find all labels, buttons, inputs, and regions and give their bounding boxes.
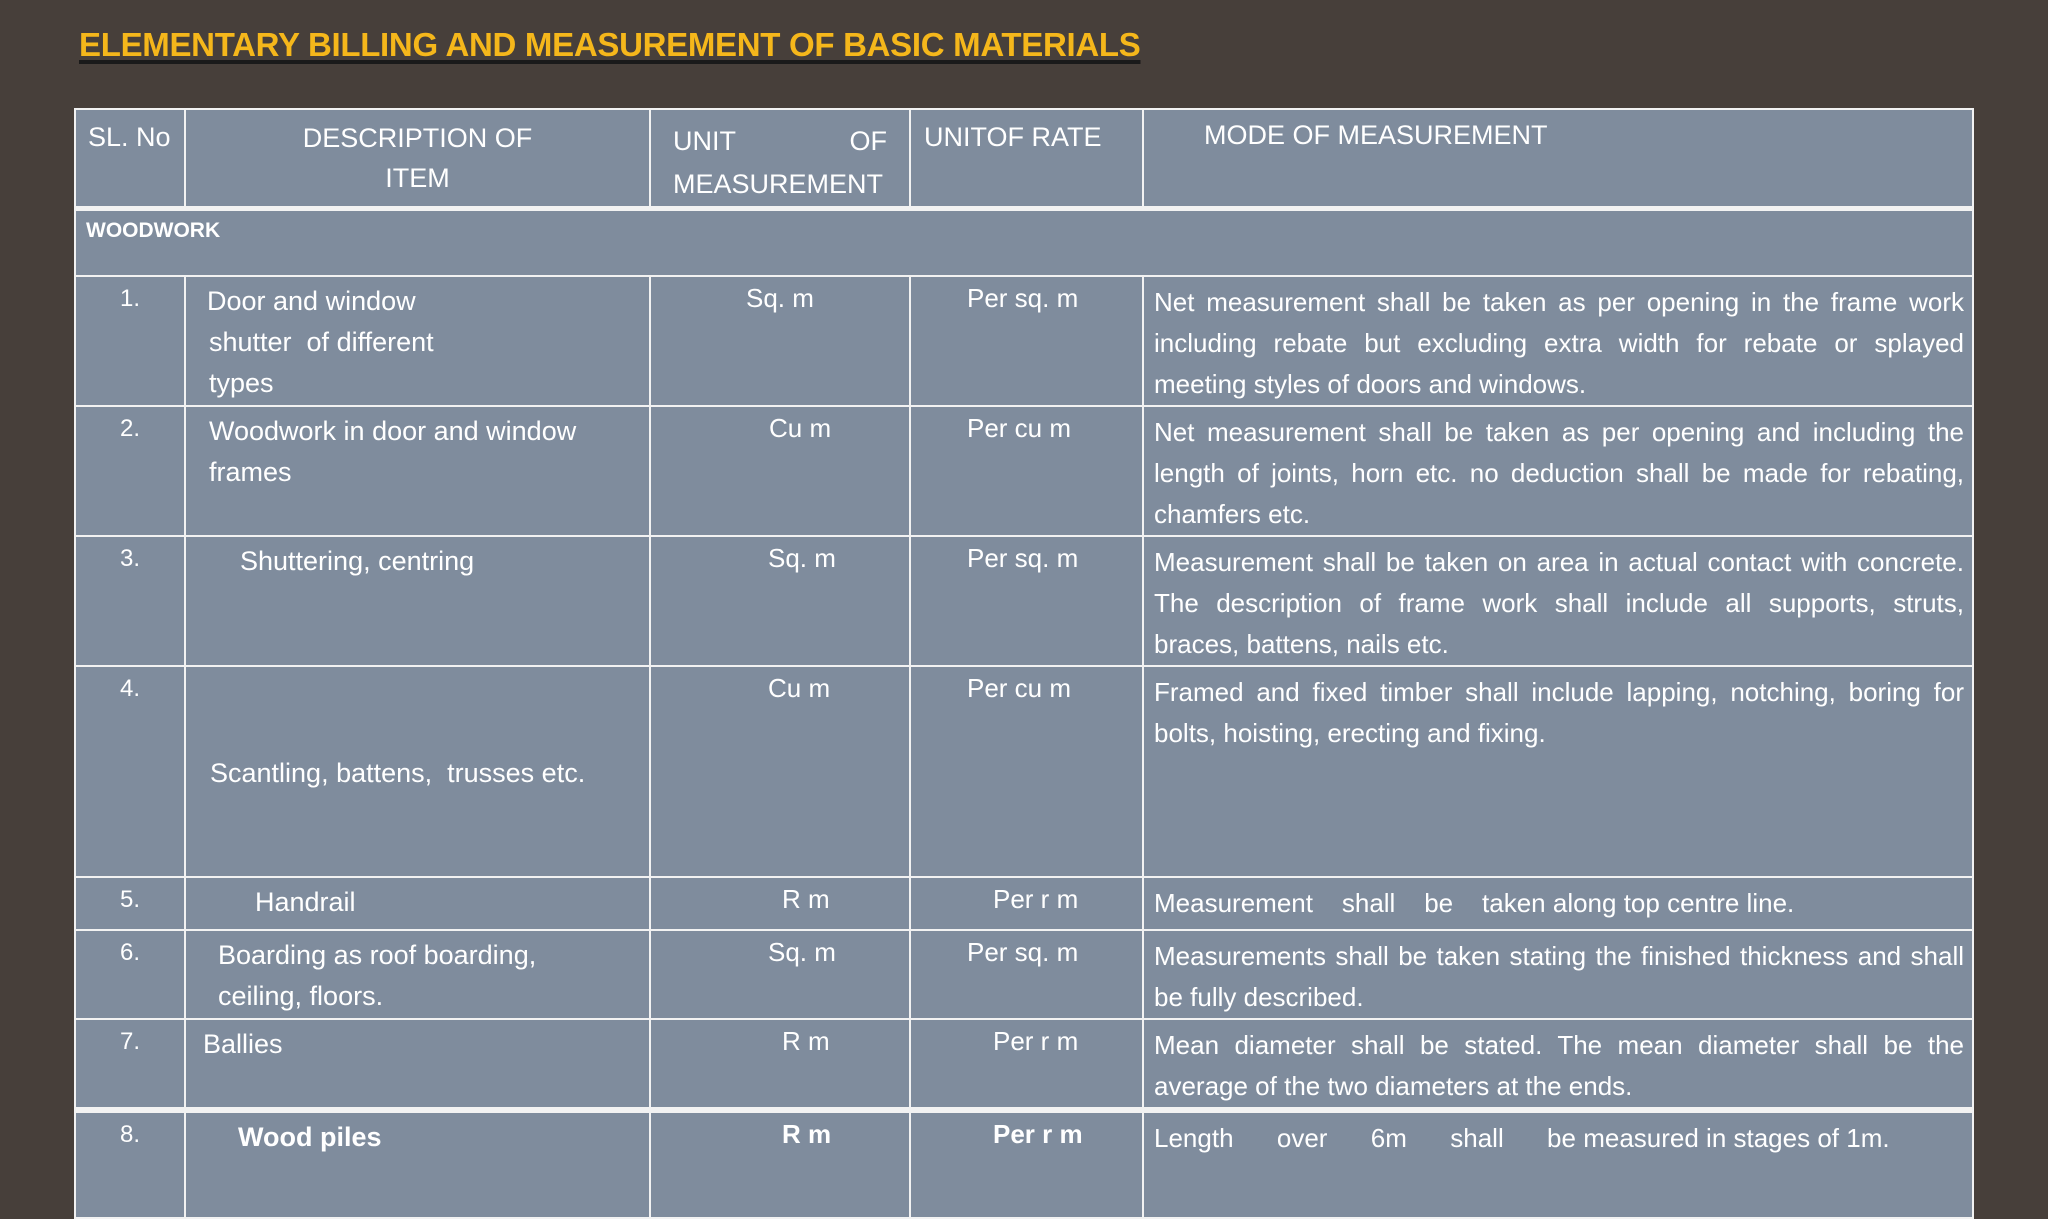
header-of-word: OF — [849, 126, 887, 156]
header-measurement-word: MEASUREMENT — [673, 169, 884, 199]
row-mode: Mean diameter shall be stated. The mean diameter shall be the average of the two diameters at the ends. — [1143, 1019, 1973, 1110]
table-row — [75, 930, 1973, 1019]
row-description: Scantling, battens, trusses etc. — [185, 666, 650, 877]
table-row — [75, 276, 1973, 406]
row-unit: Cu m — [650, 406, 910, 536]
row-description: Woodwork in door and window frames — [185, 406, 650, 536]
table-row — [75, 406, 1973, 536]
section-row — [75, 209, 1973, 277]
table-header-row — [75, 109, 1973, 209]
row-sl: 1. — [119, 285, 140, 312]
header-unit-word: UNIT — [673, 126, 736, 156]
table-row — [75, 1110, 1973, 1218]
row-sl: 8. — [119, 1121, 140, 1148]
row-rate: Per r m — [910, 1110, 1143, 1218]
header-unit-of-rate: UNITOF RATE — [910, 109, 1143, 209]
row-sl: 2. — [119, 415, 140, 442]
header-sl-no: SL. No — [75, 109, 185, 209]
row-mode: Measurement shall be taken on area in actual contact with concrete. The description of frame work shall include all supports, struts, braces, battens, nails etc. — [1143, 536, 1973, 666]
row-rate: Per sq. m — [910, 930, 1143, 1019]
row-description: Ballies — [185, 1019, 650, 1110]
row-mode: Measurement shall be taken along top centre line. — [1143, 877, 1973, 930]
row-unit: Sq. m — [650, 276, 910, 406]
header-description-line2: ITEM — [385, 163, 450, 193]
row-sl: 5. — [119, 886, 140, 913]
table-row — [75, 877, 1973, 930]
measurement-table — [74, 108, 1974, 1219]
header-mode-of-measurement: MODE OF MEASUREMENT — [1143, 109, 1973, 209]
header-description-line1: DESCRIPTION OF — [302, 123, 533, 153]
row-description: Wood piles — [185, 1110, 650, 1218]
row-sl: 4. — [119, 675, 140, 702]
row-unit: R m — [650, 1019, 910, 1110]
row-unit: Sq. m — [650, 930, 910, 1019]
row-mode: Measurements shall be taken stating the finished thickness and shall be fully described. — [1143, 930, 1973, 1019]
row-mode: Net measurement shall be taken as per opening and including the length of joints, horn etc. no deduction shall be made for rebating, chamfers etc. — [1143, 406, 1973, 536]
row-sl: 6. — [119, 939, 140, 966]
row-rate: Per r m — [910, 1019, 1143, 1110]
row-unit: Cu m — [650, 666, 910, 877]
row-mode: Length over 6m shall be measured in stages of 1m. — [1143, 1110, 1973, 1218]
row-description: Shuttering, centring — [185, 536, 650, 666]
row-unit: R m — [650, 1110, 910, 1218]
row-mode: Net measurement shall be taken as per opening in the frame work including rebate but excluding extra width for rebate or splayed meeting styles of doors and windows. — [1143, 276, 1973, 406]
header-unit-of-measurement — [650, 109, 910, 209]
row-mode: Framed and fixed timber shall include lapping, notching, boring for bolts, hoisting, erecting and fixing. — [1143, 666, 1973, 877]
row-rate: Per sq. m — [910, 276, 1143, 406]
row-rate: Per cu m — [910, 406, 1143, 536]
row-rate: Per cu m — [910, 666, 1143, 877]
header-description — [185, 109, 650, 209]
row-unit: R m — [650, 877, 910, 930]
table-row — [75, 1019, 1973, 1110]
row-rate: Per sq. m — [910, 536, 1143, 666]
row-sl: 7. — [119, 1028, 140, 1055]
row-description: Boarding as roof boarding, ceiling, floors. — [185, 930, 650, 1019]
row-description: Handrail — [185, 877, 650, 930]
page-title: ELEMENTARY BILLING AND MEASUREMENT OF BASIC MATERIALS — [79, 26, 1141, 63]
row-rate: Per r m — [910, 877, 1143, 930]
section-woodwork: WOODWORK — [75, 209, 1973, 277]
row-sl: 3. — [119, 545, 140, 572]
row-unit: Sq. m — [650, 536, 910, 666]
table-row — [75, 666, 1973, 877]
table-row — [75, 536, 1973, 666]
row-description: Door and window shutter of different types — [185, 276, 650, 406]
